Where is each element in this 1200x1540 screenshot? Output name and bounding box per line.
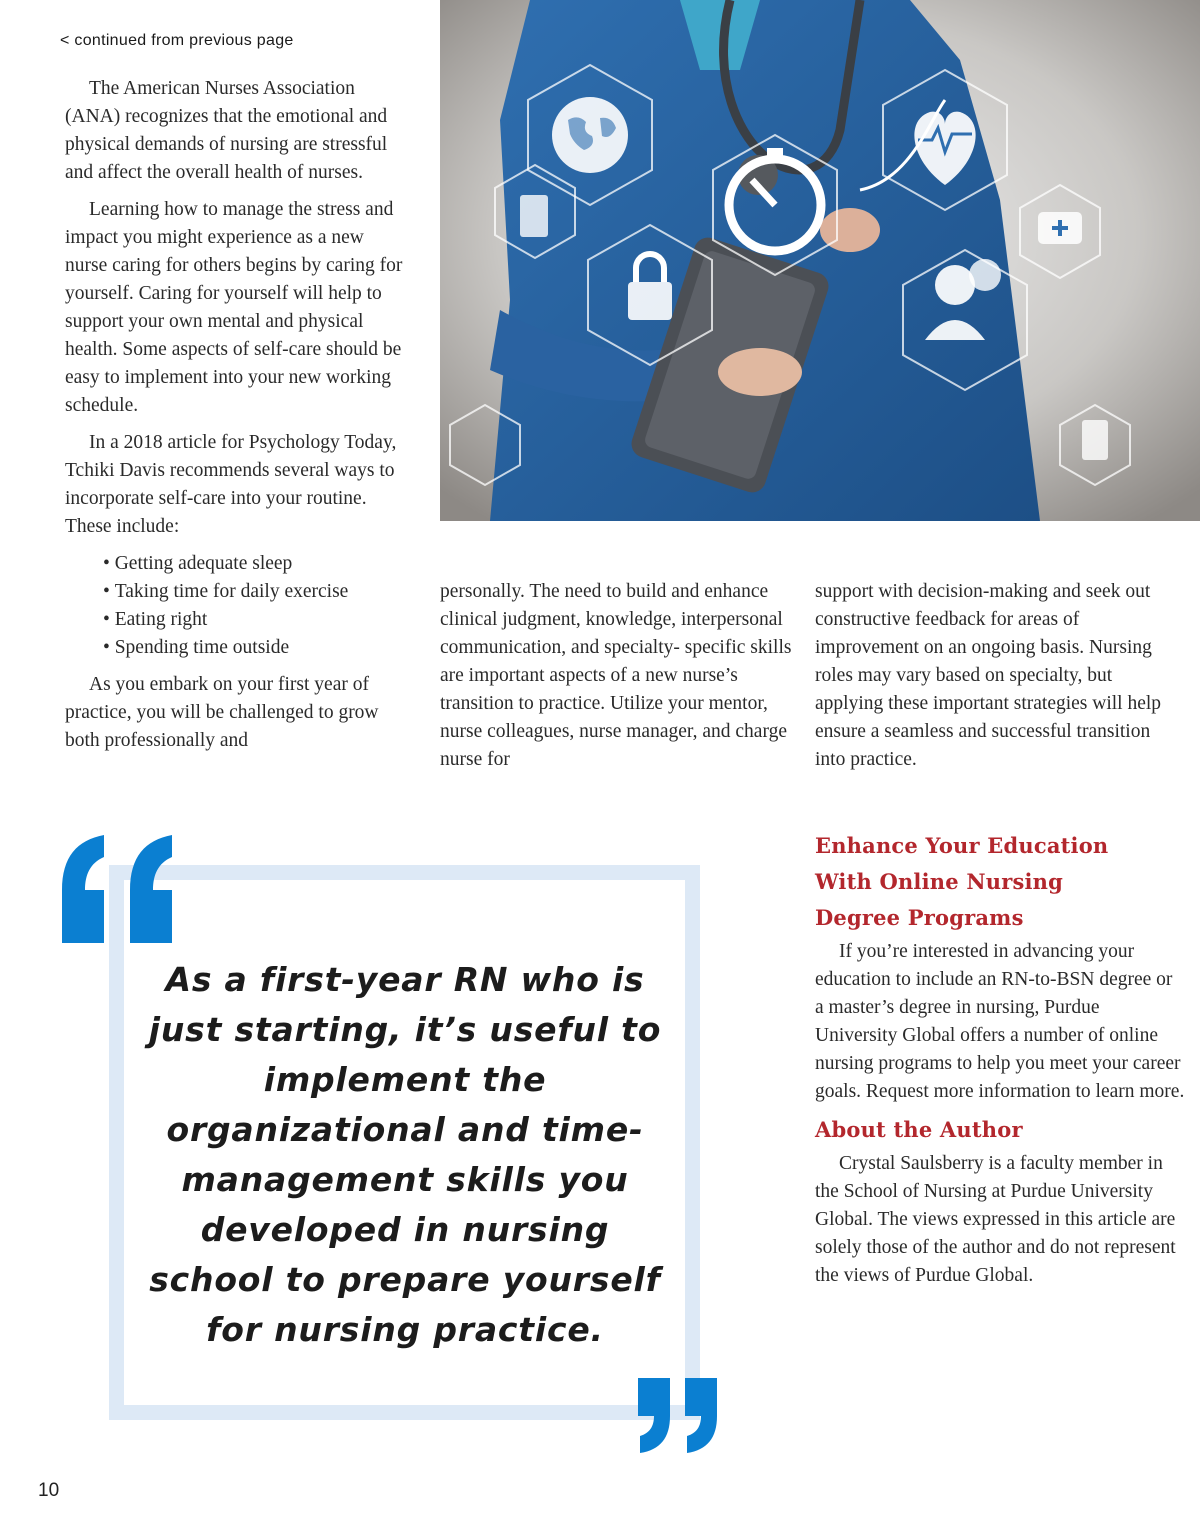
- pull-quote-text: As a first-year RN who is just starting, it’s useful to implement the organizational and time-management skills you developed in nursing school to prepare yourself for nursing practice.: [148, 960, 662, 1349]
- page-number: 10: [38, 1480, 60, 1501]
- list-item: • Taking time for daily exercise: [103, 578, 410, 606]
- education-body: If you’re interested in advancing your education to include an RN-to-BSN degree or a master’s degree in nursing, Purdue University Global offers a number of online nursing programs to help you meet your career goals. Request more information to learn more.: [815, 941, 1185, 1102]
- list-item: • Eating right: [103, 606, 410, 634]
- heading-line: Enhance Your Education: [815, 833, 1109, 858]
- paragraph: As you embark on your first year of practice, you will be challenged to grow both professionally and: [65, 674, 379, 751]
- list-item: • Spending time outside: [103, 634, 410, 662]
- column-3: [815, 578, 1170, 783]
- paragraph: In a 2018 article for Psychology Today, Tchiki Davis recommends several ways to incorporate self-care into your routine. These include:: [65, 432, 397, 537]
- paragraph: personally. The need to build and enhance clinical judgment, knowledge, interpersonal communication, and specialty- specific skills are important aspects of a new nurse’s transition to practice. Utilize your mentor, nurse colleagues, nurse manager, and charge nurse for: [440, 581, 792, 770]
- heading-line: With Online Nursing: [815, 869, 1064, 894]
- author-heading: About the Author: [815, 1117, 1023, 1142]
- nurse-hero-image: [440, 0, 1200, 521]
- heading-line: Degree Programs: [815, 905, 1024, 930]
- paragraph: Learning how to manage the stress and impact you might experience as a new nurse caring for others begins by caring for yourself. Caring for yourself will help to support your own mental and physical health. Some aspects of self-care should be easy to implement into your new working schedule.: [65, 199, 403, 416]
- author-body: Crystal Saulsberry is a faculty member in the School of Nursing at Purdue University Global. The views expressed in this article are solely those of the author and do not represent the views of Purdue Global.: [815, 1153, 1176, 1286]
- column-2: [440, 578, 795, 783]
- paragraph: The American Nurses Association (ANA) recognizes that the emotional and physical demands of nursing are stressful and affect the overall health of nurses.: [65, 78, 388, 183]
- open-quote-icon: [52, 835, 187, 943]
- close-quote-icon: [630, 1378, 725, 1453]
- column-1: [65, 75, 410, 764]
- self-care-list: [103, 550, 410, 662]
- list-item: • Getting adequate sleep: [103, 550, 410, 578]
- paragraph: support with decision-making and seek out constructive feedback for areas of improvement on an ongoing basis. Nursing roles may vary based on specialty, but applying these important strategies will help ensure a seamless and successful transition into practice.: [815, 581, 1162, 770]
- continued-note: < continued from previous page: [60, 32, 294, 49]
- education-heading: [815, 828, 1185, 936]
- sidebar-sections: [815, 828, 1185, 1296]
